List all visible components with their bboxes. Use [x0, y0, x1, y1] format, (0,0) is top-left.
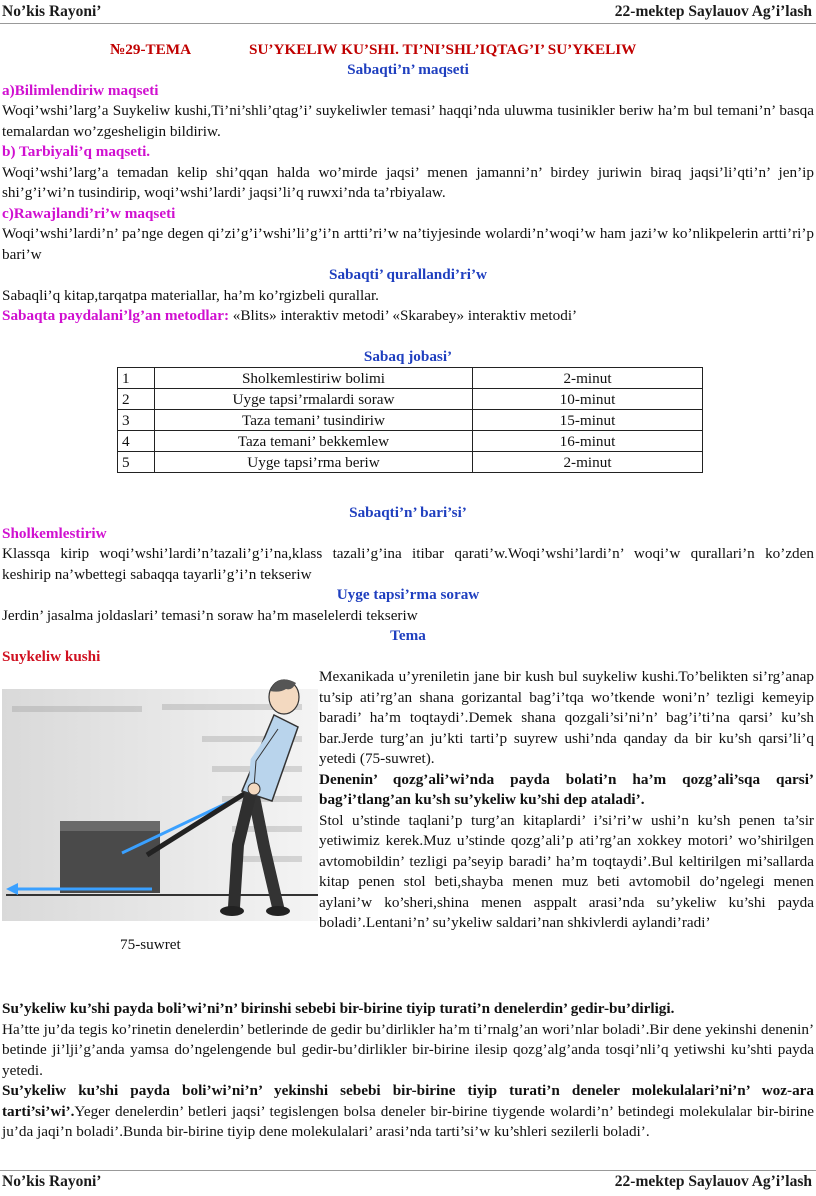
spacer [2, 985, 814, 999]
methods-text: «Blits» interaktiv metodi’ «Skarabey» interaktiv metodi’ [229, 307, 578, 324]
header-district: No’kis Rayoni’ [2, 3, 102, 20]
friction-paragraph-1: Mexanikada u’yreniletin jane bir kush bul suykeliw kushi.To’belikten si’rg’anap tu’sip ati’rg’an shana gorizantal bag’i’tqa wo’tkende woni’n’ tezligi kemeyip baradi’ ha’m toqtaydi’.Demek shana qozgali’si’ni’n’ bag’i’ti’na qarsi’ ku’sh bar.Jerde turg’an ju’kti tarti’p suyrew ushi’nda qanday da bir ku’sh qarsi’li’q yetedi (75-suwret). [319, 668, 814, 767]
reason-2-text: Yeger denelerdin’ betleri jaqsi’ tegislengen bolsa deneler bir-birine tiygende wolardi’n’ betindegi molekulalar bir-birine ju’da jaqi’n boladi’.Bunda bir-birine tiyip dene molekulalari’ arasi’nda tarti’si’w ku’shleri sezilerli boladi’. [2, 1102, 814, 1140]
row-stage: Sholkemlestiriw bolimi [155, 368, 473, 389]
block-top-shade [60, 821, 160, 831]
friction-definition: Denenin’ qozg’ali’wi’nda payda bolati’n ha’m qozg’ali’sqa qarsi’ bag’i’tlang’an ku’sh su’ykeliw ku’shi dep ataladi’. [319, 770, 814, 808]
row-stage: Uyge tapsi’rmalardi soraw [155, 389, 473, 410]
row-number: 5 [118, 452, 155, 473]
goal-c-heading: c)Rawajlandi’ri’w maqseti [2, 204, 176, 222]
row-number: 4 [118, 431, 155, 452]
friction-explanation [319, 667, 814, 934]
footer-divider [0, 1170, 816, 1171]
person-shoe-back [266, 906, 290, 916]
block-load [60, 821, 160, 893]
row-duration: 2-minut [473, 452, 703, 473]
goal-c-text: Woqi’wshi’lardi’n’ pa’nge degen qi’zi’g’i’wshi’li’g’i’n artti’ri’w na’tiyjesinde wolardi’n’woqi’w ham jazi’w ko’nlikpelerin artti’ri’p bari’w [2, 225, 814, 263]
row-number: 2 [118, 389, 155, 410]
page-body [0, 40, 816, 1143]
figure-caption: 75-suwret [120, 936, 181, 953]
lesson-number: №29-TEMA [110, 41, 192, 58]
table-row [118, 431, 703, 452]
footer-district: No’kis Rayoni’ [2, 1173, 102, 1190]
row-stage: Taza temani’ bekkemlew [155, 431, 473, 452]
methods-label: Sabaqta paydalani’lg’an metodlar: [2, 307, 229, 324]
methods-line [2, 306, 814, 327]
row-duration: 10-minut [473, 389, 703, 410]
row-duration: 16-minut [473, 431, 703, 452]
homework-heading: Uyge tapsi’rma soraw [336, 586, 480, 603]
table-row [118, 410, 703, 431]
reason-1-paragraph [2, 999, 814, 1081]
table-row [118, 389, 703, 410]
person-shoe-front [220, 906, 244, 916]
row-duration: 15-minut [473, 410, 703, 431]
homework-text: Jerdin’ jasalma joldaslari’ temasi’n soraw ha’m maselelerdi tekseriw [2, 606, 418, 624]
person-hand [248, 783, 260, 795]
table-row [118, 368, 703, 389]
footer-school-author: 22-mektep Saylauov Ag’i’lash [614, 1173, 812, 1190]
goal-a-text: Woqi’wshi’larg’a Suykeliw kushi,Ti’ni’shli’qtag’i’ suykeliwler temasi’ haqqi’nda uluwma tusinikler beriw ha’m bul temani’n’ basqa temalardan wo’zgesheligin bildiriw. [2, 102, 814, 140]
man-pulling-block-illustration [2, 669, 318, 929]
header-divider [0, 23, 816, 24]
row-duration: 2-minut [473, 368, 703, 389]
goals-heading: Sabaqti’n’ maqseti [347, 61, 469, 78]
topic-heading: Tema [390, 627, 426, 644]
goal-a-heading: a)Bilimlendiriw maqseti [2, 81, 159, 99]
spacer [2, 473, 814, 503]
spacer [2, 327, 814, 347]
friction-heading: Suykeliw kushi [2, 647, 101, 665]
goal-b-heading: b) Tarbiyali’q maqseti. [2, 143, 151, 160]
plan-heading: Sabaq jobasi’ [363, 347, 453, 365]
row-stage: Uyge tapsi’rma beriw [155, 452, 473, 473]
reason-2-heading: Su’ykeliw ku’shi payda boli’wi’ni’n’ yekinshi sebebi bir-birine tiyip turati’n deneler molekulalari’ni’n’ woz-ara tarti’si’wi’. [2, 1082, 814, 1120]
row-stage: Taza temani’ tusindiriw [155, 410, 473, 431]
table-row [118, 452, 703, 473]
course-heading: Sabaqti’n’ bari’si’ [349, 504, 467, 521]
row-number: 3 [118, 410, 155, 431]
reason-1-text: Ha’tte ju’da tegis ko’rinetin denelerdin’ betlerinde de gedir bu’dirlikler ha’m ti’rnalg’an wori’nlar boladi’.Bir dene yekinshi denenin’ betinde ji’lji’g’anda yamsa do’ngelengende bul gedir-bu’dirlikler bir-birine ilesip qozg’alg’anda tosqi’nli’q yetiwshi ku’shti payda yetedi. [2, 1020, 814, 1079]
equipment-heading: Sabaqti’ qurallandi’ri’w [329, 266, 487, 283]
lesson-plan-table [117, 367, 703, 473]
goal-b-text: Woqi’wshi’larg’a temadan kelip shi’qqan halda wo’mirde jaqsi’ menen jamanni’n’ birdey juriwin biraq jaqsi’li’qti’n’ jen’ip shi’g’i’wi’n tusindirip, woqi’wshi’lardi’ jaqsi’li’q ruwxi’nda ta’rbiyalaw. [2, 163, 814, 201]
organization-heading: Sholkemlestiriw [2, 524, 107, 542]
equipment-text: Sabaqli’q kitap,tarqatpa materiallar, ha’m ko’rgizbeli qurallar. [2, 286, 379, 304]
lesson-title [2, 40, 814, 60]
reason-1-heading: Su’ykeliw ku’shi payda boli’wi’ni’n’ birinshi sebebi bir-birine tiyip turati’n denelerdin’ gedir-bu’dirligi. [2, 1000, 675, 1017]
lesson-plan-rows [118, 368, 703, 473]
lesson-topic: SU’YKELIW KU’SHI. TI’NI’SHL’IQTAG’I’ SU’YKELIW [249, 41, 637, 58]
header-school-author: 22-mektep Saylauov Ag’i’lash [614, 3, 812, 20]
organization-text: Klassqa kirip woqi’wshi’lardi’n’tazali’g’i’na,klass tazali’g’ina itibar qarati’w.Woqi’wshi’lardi’n’ woqi’w qurallari’n ko’zden keshirip na’wbettegi sabaqqa tayarli’g’i’n tekseriw [2, 545, 814, 583]
friction-paragraph-2: Stol u’stinde taqlani’p turg’an kitaplardi’ i’si’ri’w ushi’n ku’sh penen ta’sir yetiwimiz kerek.Muz u’stinde qozg’ali’p ati’rg’an xokkey motori’ wo’shirilgen avtomobildin’ tezligi pa’seyip baradi’ ha’m toqtaydi’.Bul keltirilgen mi’sallarda kitap penen stol beti,shayba menen muz beti avtomobil do’ngelegi menen aylani’w ko’sheri,shina menen asppalt arasi’nda su’ykeliw ku’shi payda boladi’.Lentani’n’ su’ykeliw saldari’nan shkivlerdi aylandi’radi’ [319, 811, 814, 931]
figure-section [2, 667, 814, 985]
row-number: 1 [118, 368, 155, 389]
reason-2-paragraph [2, 1081, 814, 1143]
